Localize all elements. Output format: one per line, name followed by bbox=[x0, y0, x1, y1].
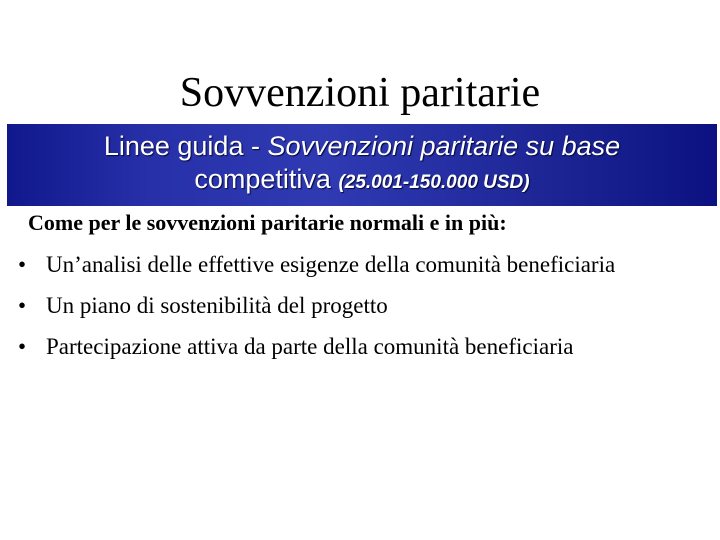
intro-text: Come per le sovvenzioni paritarie normali e in più: bbox=[28, 210, 507, 235]
bullet-item bbox=[18, 332, 708, 362]
bullet-item bbox=[18, 291, 708, 321]
bullet-icon: • bbox=[18, 293, 27, 318]
bullet-text: Un’analisi delle effettive esigenze della comunità beneficiaria bbox=[46, 252, 616, 277]
bullet-text: Un piano di sostenibilità del progetto bbox=[46, 293, 388, 318]
banner-text-competitiva: competitiva bbox=[194, 164, 339, 194]
subtitle-banner bbox=[7, 124, 717, 206]
banner-text-regular: Linee guida - bbox=[103, 131, 268, 161]
banner-text-italic: Sovvenzioni paritarie su base bbox=[267, 131, 621, 161]
bullet-item bbox=[18, 250, 708, 280]
bullet-icon: • bbox=[18, 252, 27, 277]
bullet-list bbox=[18, 250, 708, 373]
slide-title: Sovvenzioni paritarie bbox=[179, 70, 541, 116]
banner-amount-range: (25.001-150.000 USD) bbox=[338, 172, 530, 193]
banner-line-2 bbox=[7, 162, 717, 200]
bullet-text: Partecipazione attiva da parte della comunità beneficiaria bbox=[46, 334, 574, 359]
bullet-icon: • bbox=[18, 334, 27, 359]
banner-line-1 bbox=[7, 130, 717, 162]
